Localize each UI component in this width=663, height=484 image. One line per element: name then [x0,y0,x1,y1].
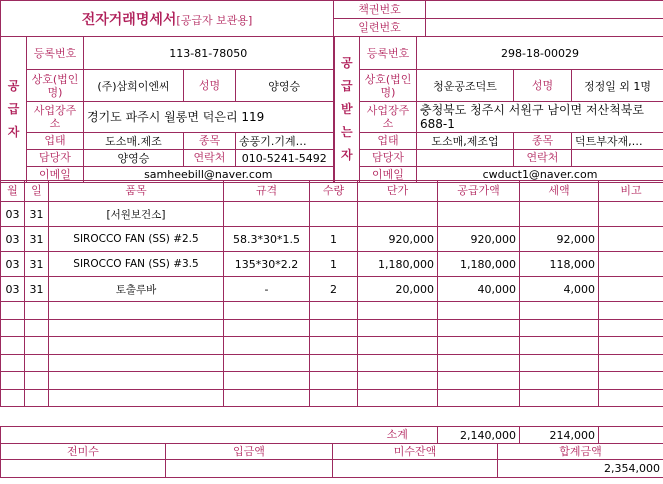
item-qty [310,202,358,227]
items-header-row [1,181,663,202]
book-no-value [426,1,663,19]
supplier-manager: 양영승 [84,150,184,167]
item-name: 토출루바 [49,277,224,302]
subtotal-table [0,426,663,444]
item-spec [224,202,310,227]
supplier-company: (주)삼희이엔씨 [84,70,184,102]
item-day [25,389,49,407]
item-tax [520,202,599,227]
supplier-address: 경기도 파주시 월롱면 덕은리 119 [84,102,334,133]
buyer-contact [572,150,663,167]
item-name [49,372,224,390]
item-name: [서원보건소] [49,202,224,227]
supplier-business-type: 도소매.제조 [84,133,184,150]
buyer-email: cwduct1@naver.com [417,167,663,183]
item-spec [224,354,310,372]
item-supply-amount [438,354,520,372]
item-unit-price [358,389,438,407]
item-tax: 4,000 [520,277,599,302]
buyer-company-label: 상호(법인명) [360,70,417,102]
item-spec [224,389,310,407]
serial-no-label: 일련번호 [334,19,426,37]
total-label: 합계금액 [498,444,663,460]
supplier-side-label: 공급자 [1,37,27,183]
buyer-item-type: 덕트부자재,… [572,133,663,150]
item-unit-price [358,319,438,337]
item-month: 03 [1,202,25,227]
item-name [49,319,224,337]
supplier-manager-label: 담당자 [27,150,84,167]
buyer-name: 정정일 외 1명 [572,70,663,102]
book-no-label: 책권번호 [334,1,426,19]
item-tax: 92,000 [520,227,599,252]
header-spec: 규격 [224,181,310,202]
subtotal-filler [1,427,358,444]
item-month: 03 [1,277,25,302]
buyer-reg-no-label: 등록번호 [360,37,417,70]
item-day [25,319,49,337]
footer-table [0,443,663,478]
supplier-name-label: 성명 [184,70,236,102]
item-qty [310,319,358,337]
supplier-address-label: 사업장주소 [27,102,84,133]
item-note [599,354,663,372]
item-tax [520,354,599,372]
buyer-business-type: 도소매,제조업 [417,133,514,150]
item-spec: - [224,277,310,302]
item-unit-price [358,302,438,320]
item-name [49,337,224,355]
items-table [0,180,663,407]
item-spec [224,302,310,320]
item-month: 03 [1,252,25,277]
item-name: SIROCCO FAN (SS) #3.5 [49,252,224,277]
item-qty: 1 [310,227,358,252]
table-row [1,252,663,277]
blank-row [1,354,663,372]
title-text: 전자거래명세서 [81,11,177,28]
item-supply-amount [438,337,520,355]
item-day: 31 [25,252,49,277]
item-month [1,337,25,355]
header-note: 비고 [599,181,663,202]
supplier-contact: 010-5241-5492 [236,150,334,167]
item-day: 31 [25,277,49,302]
supplier-business-type-label: 업태 [27,133,84,150]
item-unit-price [358,354,438,372]
header-qty: 수량 [310,181,358,202]
header-day: 일 [25,181,49,202]
item-spec: 135*30*2.2 [224,252,310,277]
item-supply-amount [438,202,520,227]
item-day: 31 [25,202,49,227]
item-day: 31 [25,227,49,252]
party-block [0,36,663,183]
buyer-reg-no: 298-18-00029 [417,37,663,70]
item-name [49,389,224,407]
item-unit-price [358,337,438,355]
buyer-company: 청운공조덕트 [417,70,514,102]
item-day [25,372,49,390]
item-tax [520,319,599,337]
item-note [599,277,663,302]
item-qty [310,354,358,372]
buyer-side-label: 공급받는자 [334,37,360,183]
header-item: 품목 [49,181,224,202]
item-month [1,372,25,390]
item-note [599,302,663,320]
item-tax [520,337,599,355]
supplier-item-type: 송풍기.기계… [236,133,334,150]
item-supply-amount [438,372,520,390]
item-tax [520,302,599,320]
blank-row [1,319,663,337]
item-name [49,354,224,372]
item-qty [310,337,358,355]
supplier-reg-no: 113-81-78050 [84,37,334,70]
item-unit-price: 20,000 [358,277,438,302]
item-unit-price [358,202,438,227]
title-block [0,0,663,37]
item-tax: 118,000 [520,252,599,277]
document-title [1,1,334,37]
item-qty [310,302,358,320]
buyer-email-label: 이메일 [360,167,417,183]
item-spec [224,372,310,390]
header-unit-price: 단가 [358,181,438,202]
item-unit-price: 1,180,000 [358,252,438,277]
item-spec: 58.3*30*1.5 [224,227,310,252]
item-name: SIROCCO FAN (SS) #2.5 [49,227,224,252]
item-spec [224,319,310,337]
item-supply-amount: 920,000 [438,227,520,252]
received-label: 입금액 [166,444,333,460]
subtotal-tax: 214,000 [520,427,599,444]
blank-row [1,302,663,320]
buyer-manager [417,150,514,167]
item-month [1,354,25,372]
serial-no-value [426,19,663,37]
item-qty [310,372,358,390]
buyer-address: 충청북도 청주시 서원구 남이면 저산척북로 688-1 [417,102,663,133]
table-row [1,227,663,252]
item-day [25,302,49,320]
title-subtitle: [공급자 보관용] [176,13,253,27]
item-note [599,372,663,390]
item-qty: 2 [310,277,358,302]
supplier-item-type-label: 종목 [184,133,236,150]
header-supply-amount: 공급가액 [438,181,520,202]
item-month [1,389,25,407]
item-qty [310,389,358,407]
blank-row [1,389,663,407]
item-tax [520,389,599,407]
supplier-email: samheebill@naver.com [84,167,334,183]
item-note [599,202,663,227]
buyer-business-type-label: 업태 [360,133,417,150]
buyer-name-label: 성명 [514,70,572,102]
total-value: 2,354,000 [498,460,663,478]
item-supply-amount [438,302,520,320]
subtotal-note [599,427,663,444]
buyer-item-type-label: 종목 [514,133,572,150]
item-day [25,354,49,372]
supplier-email-label: 이메일 [27,167,84,183]
table-row [1,277,663,302]
blank-row [1,372,663,390]
blank-row [1,337,663,355]
item-note [599,227,663,252]
item-name [49,302,224,320]
item-supply-amount: 40,000 [438,277,520,302]
received-value [166,460,333,478]
header-month: 월 [1,181,25,202]
buyer-address-label: 사업장주소 [360,102,417,133]
buyer-contact-label: 연락처 [514,150,572,167]
supplier-reg-no-label: 등록번호 [27,37,84,70]
item-unit-price: 920,000 [358,227,438,252]
subtotal-label: 소계 [358,427,438,444]
item-qty: 1 [310,252,358,277]
item-spec [224,337,310,355]
item-supply-amount [438,389,520,407]
item-day [25,337,49,355]
supplier-name: 양영승 [236,70,334,102]
item-supply-amount: 1,180,000 [438,252,520,277]
table-row [1,202,663,227]
item-month [1,302,25,320]
item-unit-price [358,372,438,390]
prev-balance-value [1,460,166,478]
item-note [599,252,663,277]
header-tax: 세액 [520,181,599,202]
subtotal-amount: 2,140,000 [438,427,520,444]
item-note [599,337,663,355]
prev-balance-label: 전미수 [1,444,166,460]
item-note [599,389,663,407]
supplier-company-label: 상호(법인명) [27,70,84,102]
supplier-contact-label: 연락처 [184,150,236,167]
unpaid-value [333,460,498,478]
item-month [1,319,25,337]
item-month: 03 [1,227,25,252]
item-tax [520,372,599,390]
buyer-manager-label: 담당자 [360,150,417,167]
item-supply-amount [438,319,520,337]
item-note [599,319,663,337]
unpaid-label: 미수잔액 [333,444,498,460]
